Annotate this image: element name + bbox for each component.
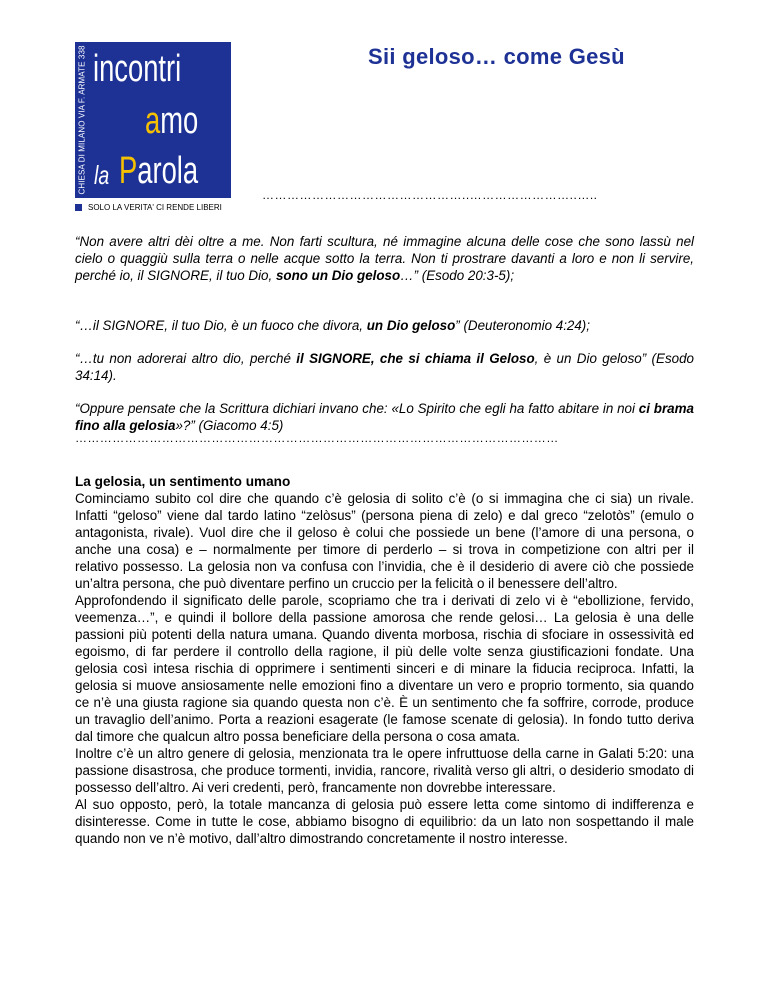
- logo-tagline: SOLO LA VERITA' CI RENDE LIBERI: [75, 201, 222, 213]
- logo-word-amo: amo: [145, 100, 199, 142]
- bullet-square-icon: [75, 204, 82, 211]
- separator-dotted-line: ………………………………………………………………………………………………………: [75, 431, 559, 445]
- logo: [75, 42, 231, 198]
- paragraph: Inoltre c’è un altro genere di gelosia, menzionata tra le opere infruttuose della carne in Galati 5:20: una passione disastrosa, che produce tormenti, invidia, rancore, rivalità verso gli altri, o desiderio smodato di possesso dell’altro. Ai veri credenti, però, francamente non dovrebbe interessare.: [75, 746, 694, 795]
- bible-quote: “Non avere altri dèi oltre a me. Non farti scultura, né immagine alcuna delle cose che sono lassù nel cielo o quaggiù sulla terra o nelle acque sotto la terra. Non ti prostrare davanti a loro e non li servire, perché io, il SIGNORE, il tuo Dio, sono un Dio geloso…” (Esodo 20:3-5);: [75, 234, 694, 283]
- page-title: Sii geloso… come Gesù: [368, 44, 625, 69]
- logo-vertical-band: [75, 42, 89, 198]
- paragraph: Approfondendo il significato delle parole, scopriamo che tra i derivati di zelo vi è “ebollizione, fervido, veemenza…”, e quindi il bollore della passione amorosa che rende gelosi… La gelosia è una delle passioni più potenti della natura umana. Quando diventa morbosa, rischia di sfociare in ossessività ed egoismo, di far perdere il controllo della ragione, il più delle volte senza giustificazioni fondate. Una gelosia così intesa rischia di opprimere i sentimenti sinceri e di minare la fiducia reciproca. Infatti, la gelosia si muove ansiosamente nelle emozioni fino a diventare un vero e proprio tormento, sia quando ce n’è una giusta ragione sia quando questa non c’è. È un sentimento che fa soffrire, corrode, produce un travaglio dell’animo. Porta a reazioni esagerate (le famose scenate di gelosia). In fondo tutto deriva dal timore che qualcun altro possa beneficiare della persona o cosa amata.: [75, 593, 694, 744]
- logo-vertical-text: CHIESA DI MILANO VIA F. ARMATE 338: [77, 45, 87, 195]
- logo-word-la: la: [94, 160, 110, 190]
- bible-quote: “…il SIGNORE, il tuo Dio, è un fuoco che divora, un Dio geloso” (Deuteronomio 4:24);: [75, 318, 590, 333]
- title-dotted-line: …………………………………………..……………………..…..: [262, 188, 598, 202]
- bible-quote: “Oppure pensate che la Scrittura dichiari invano che: «Lo Spirito che egli ha fatto abitare in noi ci brama fino alla gelosia»?” (Giacomo 4:5): [75, 401, 694, 433]
- section-body: [75, 490, 694, 847]
- logo-word-incontri: incontri: [93, 48, 182, 90]
- section-heading: La gelosia, un sentimento umano: [75, 474, 291, 489]
- paragraph: Cominciamo subito col dire che quando c’è gelosia di solito c’è (o si immagina che ci sia) un rivale. Infatti “geloso” viene dal tardo latino “zelòsus” (persona piena di zelo) e dal greco “zelotòs” (emulo o antagonista, rivale). Vuol dire che il geloso è colui che possiede un bene (l’amore di una persona, o anche una cosa) e – normalmente per timore di perderlo – si trova in competizione con altri per il relativo possesso. La gelosia non va confusa con l’invidia, che è il desiderio di avere ciò che possiede un’altra persona, che può diventare perfino un cruccio per la felicità o il benessere dell’altro.: [75, 491, 694, 591]
- logo-word-parola: Parola: [119, 150, 199, 192]
- bible-quote: “…tu non adorerai altro dio, perché il SIGNORE, che si chiama il Geloso, è un Dio geloso” (Esodo 34:14).: [75, 351, 694, 383]
- paragraph: Al suo opposto, però, la totale mancanza di gelosia può essere letta come sintomo di indifferenza e disinteresse. Come in tutte le cose, abbiamo bisogno di equilibrio: da un lato non sospettando il male quando non ve n’è motivo, dall’altro dimostrando concretamente il nostro interesse.: [75, 797, 694, 846]
